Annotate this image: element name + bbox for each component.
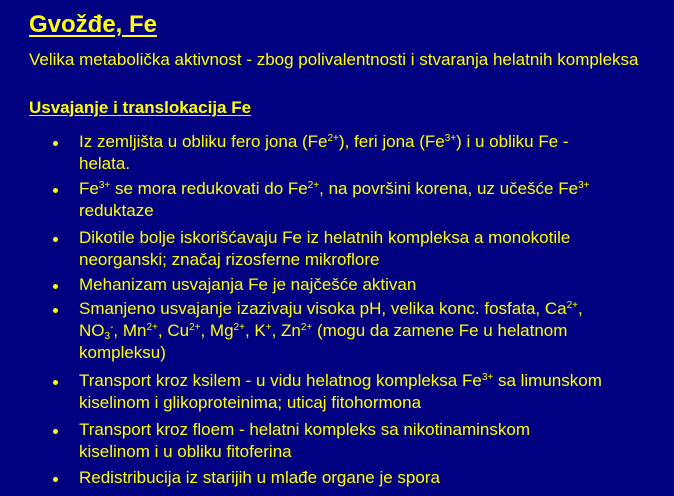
bullet-line bbox=[79, 131, 659, 153]
text-run: ) i u obliku Fe - bbox=[456, 132, 569, 151]
superscript: 3+ bbox=[98, 180, 111, 191]
bullet-line bbox=[79, 249, 659, 271]
bullet-dot-icon bbox=[53, 308, 58, 313]
text-run: , Cu bbox=[157, 321, 190, 340]
bullet-line bbox=[79, 370, 659, 392]
bullet-dot-icon bbox=[53, 380, 58, 385]
superscript: + bbox=[265, 322, 272, 333]
superscript: - bbox=[110, 322, 114, 333]
text-run: , Mg bbox=[200, 321, 234, 340]
bullet-text bbox=[79, 370, 659, 414]
text-run: Transport kroz ksilem - u vidu helatnog kompleksa Fe bbox=[79, 371, 482, 390]
superscript: 2+ bbox=[327, 133, 339, 144]
slide-title: Gvožđe, Fe bbox=[29, 11, 158, 38]
bullet-text bbox=[79, 131, 659, 175]
text-run: kompleksu) bbox=[79, 343, 166, 362]
bullet-text bbox=[79, 178, 659, 222]
superscript: 2+ bbox=[307, 180, 320, 191]
text-run: (mogu da zamene Fe u helatnom bbox=[312, 321, 568, 340]
bullet-text bbox=[79, 227, 659, 271]
superscript: 2+ bbox=[566, 300, 578, 311]
bullet-dot-icon bbox=[53, 237, 58, 242]
bullet-text bbox=[79, 298, 659, 364]
superscript: 3+ bbox=[481, 372, 494, 383]
bullet-text bbox=[79, 419, 659, 463]
bullet-line bbox=[79, 178, 659, 200]
text-run: neorganski; značaj rizosferne mikroflore bbox=[79, 250, 380, 269]
text-run: Dikotile bolje iskorišćavaju Fe iz helatnih kompleksa a monokotile bbox=[79, 228, 571, 247]
text-run: Redistribucija iz starijih u mlađe organe je spora bbox=[79, 468, 440, 487]
text-run: sa limunskom bbox=[493, 371, 602, 390]
superscript: 3+ bbox=[578, 180, 590, 191]
bullet-line bbox=[79, 200, 659, 222]
text-run: , Zn bbox=[271, 321, 301, 340]
text-run: , bbox=[578, 299, 583, 318]
text-run: NO bbox=[79, 321, 105, 340]
bullet-text bbox=[79, 274, 659, 296]
text-run: se mora redukovati do Fe bbox=[110, 179, 308, 198]
superscript: 3+ bbox=[444, 133, 457, 144]
text-run: , K bbox=[244, 321, 266, 340]
bullet-line bbox=[79, 392, 659, 414]
bullet-line bbox=[79, 274, 659, 296]
bullet-line bbox=[79, 342, 659, 364]
bullet-line bbox=[79, 419, 659, 441]
superscript: 2+ bbox=[233, 322, 245, 333]
text-run: , Mn bbox=[113, 321, 147, 340]
bullet-dot-icon bbox=[53, 284, 58, 289]
bullet-dot-icon bbox=[53, 188, 58, 193]
text-run: kiselinom i glikoproteinima; uticaj fitohormona bbox=[79, 393, 422, 412]
bullet-line bbox=[79, 227, 659, 249]
bullet-line bbox=[79, 153, 659, 175]
text-run: Smanjeno usvajanje izazivaju visoka pH, velika konc. fosfata, Ca bbox=[79, 299, 567, 318]
superscript: 2+ bbox=[146, 322, 158, 333]
text-run: Fe bbox=[79, 179, 99, 198]
bullet-text bbox=[79, 467, 659, 489]
text-run: reduktaze bbox=[79, 201, 154, 220]
superscript: 2+ bbox=[300, 322, 313, 333]
subscript: 3 bbox=[104, 331, 111, 342]
text-run: Iz zemljišta u obliku fero jona (Fe bbox=[79, 132, 328, 151]
text-run: Transport kroz floem - helatni kompleks sa nikotinaminskom bbox=[79, 420, 530, 439]
intro-text: Velika metabolička aktivnost - zbog polivalentnosti i stvaranja helatnih kompleksa bbox=[29, 50, 639, 69]
bullet-line bbox=[79, 298, 659, 320]
bullet-line bbox=[79, 441, 659, 463]
text-run: , na površini korena, uz učešće Fe bbox=[319, 179, 579, 198]
bullet-dot-icon bbox=[53, 477, 58, 482]
section-heading: Usvajanje i translokacija Fe bbox=[29, 98, 252, 117]
text-run: helata. bbox=[79, 154, 131, 173]
bullet-line bbox=[79, 467, 659, 489]
text-run: Mehanizam usvajanja Fe je najčešće aktivan bbox=[79, 275, 417, 294]
bullet-line bbox=[79, 320, 659, 342]
bullet-dot-icon bbox=[53, 141, 58, 146]
superscript: 2+ bbox=[189, 322, 201, 333]
text-run: kiselinom i u obliku fitoferina bbox=[79, 442, 292, 461]
bullet-dot-icon bbox=[53, 429, 58, 434]
text-run: ), feri jona (Fe bbox=[338, 132, 445, 151]
